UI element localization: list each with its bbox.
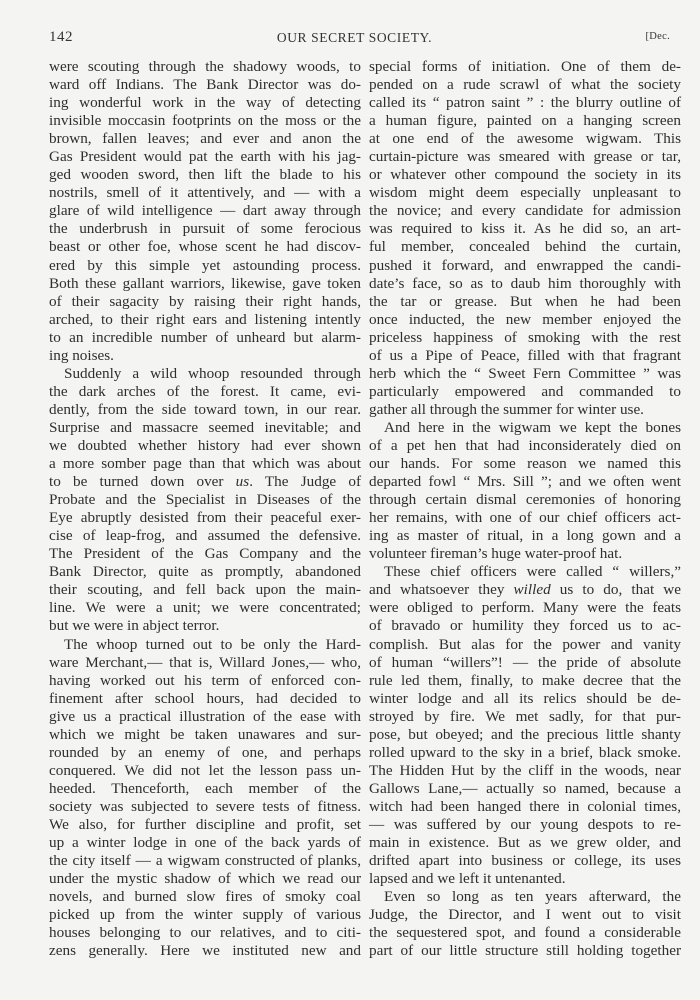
text-run: rounded by an enemy of one, and perhaps	[49, 743, 361, 761]
text-line	[369, 690, 681, 708]
text-line	[369, 293, 681, 311]
text-line	[369, 365, 681, 383]
text-line	[49, 257, 361, 275]
text-run: invisible moccasin footprints on the moss or the	[49, 112, 361, 130]
text-line	[369, 347, 681, 365]
text-run: ing as master of ritual, in a long gown and a	[369, 527, 681, 545]
text-line	[369, 275, 681, 293]
text-run: give us a practical illustration of the ease with	[49, 707, 361, 725]
text-run: The whoop turned out to be only the Hard-	[64, 635, 361, 653]
text-run: once inducted, the new member enjoyed the	[369, 310, 681, 328]
text-line	[49, 202, 361, 220]
text-run: heeded. Thenceforth, each member of the	[49, 779, 361, 797]
text-line	[49, 347, 361, 365]
text-line	[49, 563, 361, 581]
text-run: The Hidden Hut by the cliff in the woods, near	[369, 761, 681, 779]
text-line	[49, 527, 361, 545]
text-run: or whatever other compound the society in its	[369, 166, 681, 184]
text-line	[49, 780, 361, 798]
text-run: finement after school hours, had decided to	[49, 689, 361, 707]
text-line	[369, 220, 681, 238]
text-run: arched, to their right ears and listening intently	[49, 310, 361, 328]
text-line	[49, 672, 361, 690]
text-run: ged wooden sword, then lift the blade to his	[49, 166, 361, 184]
text-run: the tar or grease. But when he had been	[369, 292, 681, 310]
text-run: rolled upward to the sky in a brief, black smoke.	[369, 743, 681, 761]
text-run: having worked out his term of enforced con-	[49, 671, 361, 689]
text-run: dently, from the side toward town, in our rear.	[49, 400, 361, 418]
text-line	[369, 599, 681, 617]
text-run: . The Judge of	[249, 473, 361, 491]
text-line	[369, 491, 681, 509]
text-line	[369, 870, 681, 888]
text-run: conquered. We did not let the lesson pass un-	[49, 761, 361, 779]
text-run: brown, fallen leaves; and ever and anon the	[49, 130, 361, 148]
text-run: picked up from the winter supply of various	[49, 906, 361, 924]
text-line	[369, 726, 681, 744]
text-run: the underbrush in pursuit of some ferocious	[49, 220, 361, 238]
text-run: her remains, with one of our chief officers act-	[369, 509, 681, 527]
text-run: pended on a rude scrawl of what the society	[369, 76, 681, 94]
text-line	[369, 257, 681, 275]
text-line	[369, 527, 681, 545]
text-line	[49, 581, 361, 599]
text-run: to an incredible number of unheard but alarm-	[49, 328, 361, 346]
text-line	[369, 148, 681, 166]
text-line	[49, 942, 361, 960]
text-run: the novice; and every candidate for admission	[369, 202, 681, 220]
text-line	[369, 545, 681, 563]
text-line	[49, 834, 361, 852]
text-line	[369, 238, 681, 256]
text-run: witch had been hanged there in colonial times,	[369, 797, 681, 815]
text-run: but we were in abject terror.	[49, 617, 220, 635]
text-line	[369, 112, 681, 130]
text-run: Even so long as ten years afterward, the	[384, 888, 681, 906]
text-run: to be turned down over	[49, 473, 236, 491]
text-run: Gallows Lane,— actually so named, because a	[369, 779, 681, 797]
text-run: the dark arches of the forest. It came, evi-	[49, 382, 361, 400]
text-run: And here in the wigwam we kept the bones	[384, 418, 681, 436]
text-line	[369, 184, 681, 202]
text-line	[49, 798, 361, 816]
text-run: us to do, that we	[550, 581, 681, 599]
text-run: glare of wild intelligence — dart away through	[49, 202, 361, 220]
text-run: beast or other foe, whose scent he had discov-	[49, 238, 361, 256]
text-line	[49, 437, 361, 455]
left-column	[49, 58, 361, 960]
text-run: were scouting through the shadowy woods, to	[49, 58, 361, 75]
text-line	[369, 166, 681, 184]
text-line	[369, 924, 681, 942]
text-run: the city itself — a wigwam constructed of planks,	[49, 852, 361, 870]
text-run: under the mystic shadow of which we read our	[49, 870, 361, 888]
text-run: of a pet hen that had inconsiderately died on	[369, 436, 681, 454]
text-line	[369, 888, 681, 906]
text-line	[49, 311, 361, 329]
text-run: volunteer fireman’s huge water-proof hat.	[369, 545, 623, 563]
text-line	[49, 275, 361, 293]
text-line	[49, 238, 361, 256]
text-line	[49, 726, 361, 744]
text-line	[49, 329, 361, 347]
text-line	[369, 816, 681, 834]
text-line	[49, 112, 361, 130]
text-run: at one end of the awesome wigwam. This	[369, 130, 681, 148]
text-run: society was subjected to severe tests of fitness.	[49, 797, 361, 815]
text-line	[49, 94, 361, 112]
text-run: we doubted whether history had ever shown	[49, 436, 361, 454]
text-line	[369, 419, 681, 437]
text-line	[369, 202, 681, 220]
text-line	[369, 780, 681, 798]
running-title: OUR SECRET SOCIETY.	[276, 30, 433, 45]
text-line	[49, 58, 361, 76]
text-line	[49, 852, 361, 870]
page-number: 142	[49, 29, 73, 45]
text-run: part of our little structure still holding together	[369, 942, 681, 960]
text-line	[369, 852, 681, 870]
text-line	[49, 419, 361, 437]
text-line	[49, 545, 361, 563]
text-run: called its “ patron saint ” : the blurry outline of	[369, 94, 681, 112]
text-run: ing wonderful work in the way of detecting	[49, 94, 361, 112]
text-line	[369, 636, 681, 654]
text-run: gather all through the summer for winter use.	[369, 400, 644, 418]
text-run: houses belonging to our relatives, and to citi-	[49, 924, 361, 942]
text-line	[49, 473, 361, 491]
text-line	[369, 473, 681, 491]
text-line	[369, 58, 681, 76]
text-line	[49, 383, 361, 401]
text-line	[49, 762, 361, 780]
right-column	[369, 58, 681, 960]
text-line	[369, 708, 681, 726]
text-line	[369, 455, 681, 473]
text-run: pose, but obeyed; and the precious little shanty	[369, 725, 681, 743]
text-run: the sequestered spot, and found a considerable	[369, 924, 681, 942]
italic-text: willed	[513, 581, 551, 599]
text-run: Both these gallant warriors, likewise, gave token	[49, 274, 361, 292]
text-run: The President of the Gas Company and the	[49, 545, 361, 563]
text-run: line. We were a unit; we were concentrated;	[49, 599, 361, 617]
text-run: of bravado or humility they forced us to ac-	[369, 617, 681, 635]
text-line	[369, 672, 681, 690]
text-run: winter lodge and all its relics should be de-	[369, 689, 681, 707]
text-run: of us a Pipe of Peace, filled with that fragrant	[369, 346, 681, 364]
text-run: complish. But alas for the power and vanity	[369, 635, 681, 653]
text-run: of human “willers”! — the pride of absolute	[369, 653, 681, 671]
text-line	[49, 744, 361, 762]
text-run: and whatsoever they	[369, 581, 514, 599]
text-run: a more somber page than that which was about	[49, 455, 361, 473]
text-line	[369, 744, 681, 762]
text-line	[49, 690, 361, 708]
text-run: — was suffered by our young despots to re-	[369, 815, 681, 833]
text-run: which we might be taken unawares and sur-	[49, 725, 361, 743]
text-run: a human figure, painted on a hanging screen	[369, 112, 681, 130]
text-line	[369, 94, 681, 112]
text-line	[49, 636, 361, 654]
text-line	[49, 816, 361, 834]
text-line	[369, 834, 681, 852]
text-line	[369, 942, 681, 960]
text-line	[49, 184, 361, 202]
text-line	[49, 220, 361, 238]
section-mark: [Dec.	[645, 31, 670, 42]
text-line	[49, 906, 361, 924]
text-run: departed fowl “ Mrs. Sill ”; and we often went	[369, 473, 681, 491]
text-run: lapsed and we left it untenanted.	[369, 870, 566, 888]
text-line	[49, 293, 361, 311]
text-run: drifted apart into business or college, its uses	[369, 852, 681, 870]
text-line	[369, 798, 681, 816]
text-run: stroyed by fire. We met sadly, for that pur-	[369, 707, 681, 725]
text-line	[49, 870, 361, 888]
text-line	[369, 563, 681, 581]
text-run: Bank Director, quite as promptly, abandoned	[49, 563, 361, 581]
text-line	[369, 76, 681, 94]
text-line	[49, 130, 361, 148]
text-run: Judge, the Director, and I went out to visit	[369, 906, 681, 924]
text-run: cise of leap-frog, and assumed the defensive.	[49, 527, 361, 545]
text-run: special forms of initiation. One of them de-	[369, 58, 681, 75]
text-run: wisdom might deem especially unpleasant to	[369, 184, 681, 202]
text-line	[49, 599, 361, 617]
text-run: ered by this simple yet astounding process.	[49, 256, 361, 274]
text-run: curtain-picture was smeared with grease or tar,	[369, 148, 681, 166]
text-run: up a winter lodge in one of the back yards of	[49, 834, 361, 852]
text-line	[369, 383, 681, 401]
text-run: herb which the “ Sweet Fern Committee ” was	[369, 364, 681, 382]
text-line	[49, 365, 361, 383]
text-run: Surprise and massacre seemed inevitable; and	[49, 418, 361, 436]
text-run: Eye abruptly desisted from their peaceful exer-	[49, 509, 361, 527]
text-run: date’s face, so as to daub him thoroughly with	[369, 274, 681, 292]
text-run: priceless happiness of smoking with the rest	[369, 328, 681, 346]
text-run: We also, for further discipline and profit, set	[49, 815, 361, 833]
text-line	[369, 762, 681, 780]
text-line	[369, 401, 681, 419]
text-line	[369, 654, 681, 672]
text-line	[49, 148, 361, 166]
running-head	[49, 29, 670, 51]
text-run: our hands. For some reason we named this	[369, 455, 681, 473]
text-run: were obliged to perform. Many were the feats	[369, 599, 681, 617]
text-line	[369, 617, 681, 635]
text-run: Gas President would pat the earth with his jag-	[49, 148, 361, 166]
text-run: particularly empowered and commanded to	[369, 382, 681, 400]
text-line	[49, 708, 361, 726]
text-run: through certain dismal ceremonies of honoring	[369, 491, 681, 509]
text-line	[49, 76, 361, 94]
text-line	[49, 401, 361, 419]
text-run: pushed it forward, and enwrapped the candi-	[369, 256, 681, 274]
text-line	[49, 924, 361, 942]
text-line	[369, 437, 681, 455]
italic-text: us	[235, 473, 250, 491]
text-run: of their sagacity by raising their right hands,	[49, 292, 361, 310]
text-run: ing noises.	[49, 346, 114, 364]
text-line	[49, 654, 361, 672]
text-run: main in existence. But as we grew older, and	[369, 834, 681, 852]
text-run: was required to kiss it. As he did so, an art-	[369, 220, 681, 238]
text-run: These chief officers were called “ willers,”	[384, 563, 681, 581]
text-run: novels, and burned slow fires of smoky coal	[49, 888, 361, 906]
text-line	[49, 455, 361, 473]
text-run: rule led them, finally, to make decree that the	[369, 671, 681, 689]
text-run: nostrils, smell of it attentively, and — with a	[49, 184, 361, 202]
text-line	[369, 329, 681, 347]
text-line	[369, 130, 681, 148]
text-run: ward off Indians. The Bank Director was do-	[49, 76, 361, 94]
text-line	[49, 509, 361, 527]
text-run: ware Merchant,— that is, Willard Jones,— who,	[49, 653, 361, 671]
text-run: Probate and the Specialist in Diseases of the	[49, 491, 361, 509]
text-line	[49, 888, 361, 906]
text-line	[49, 166, 361, 184]
text-run: their scouting, and fell back upon the main-	[49, 581, 361, 599]
text-line	[49, 491, 361, 509]
text-run: zens generally. Here we instituted new and	[49, 942, 361, 960]
text-run: ful member, concealed behind the curtain,	[369, 238, 681, 256]
text-run: Suddenly a wild whoop resounded through	[64, 364, 361, 382]
text-line	[49, 617, 361, 635]
text-line	[369, 906, 681, 924]
text-line	[369, 581, 681, 599]
text-line	[369, 311, 681, 329]
text-line	[369, 509, 681, 527]
